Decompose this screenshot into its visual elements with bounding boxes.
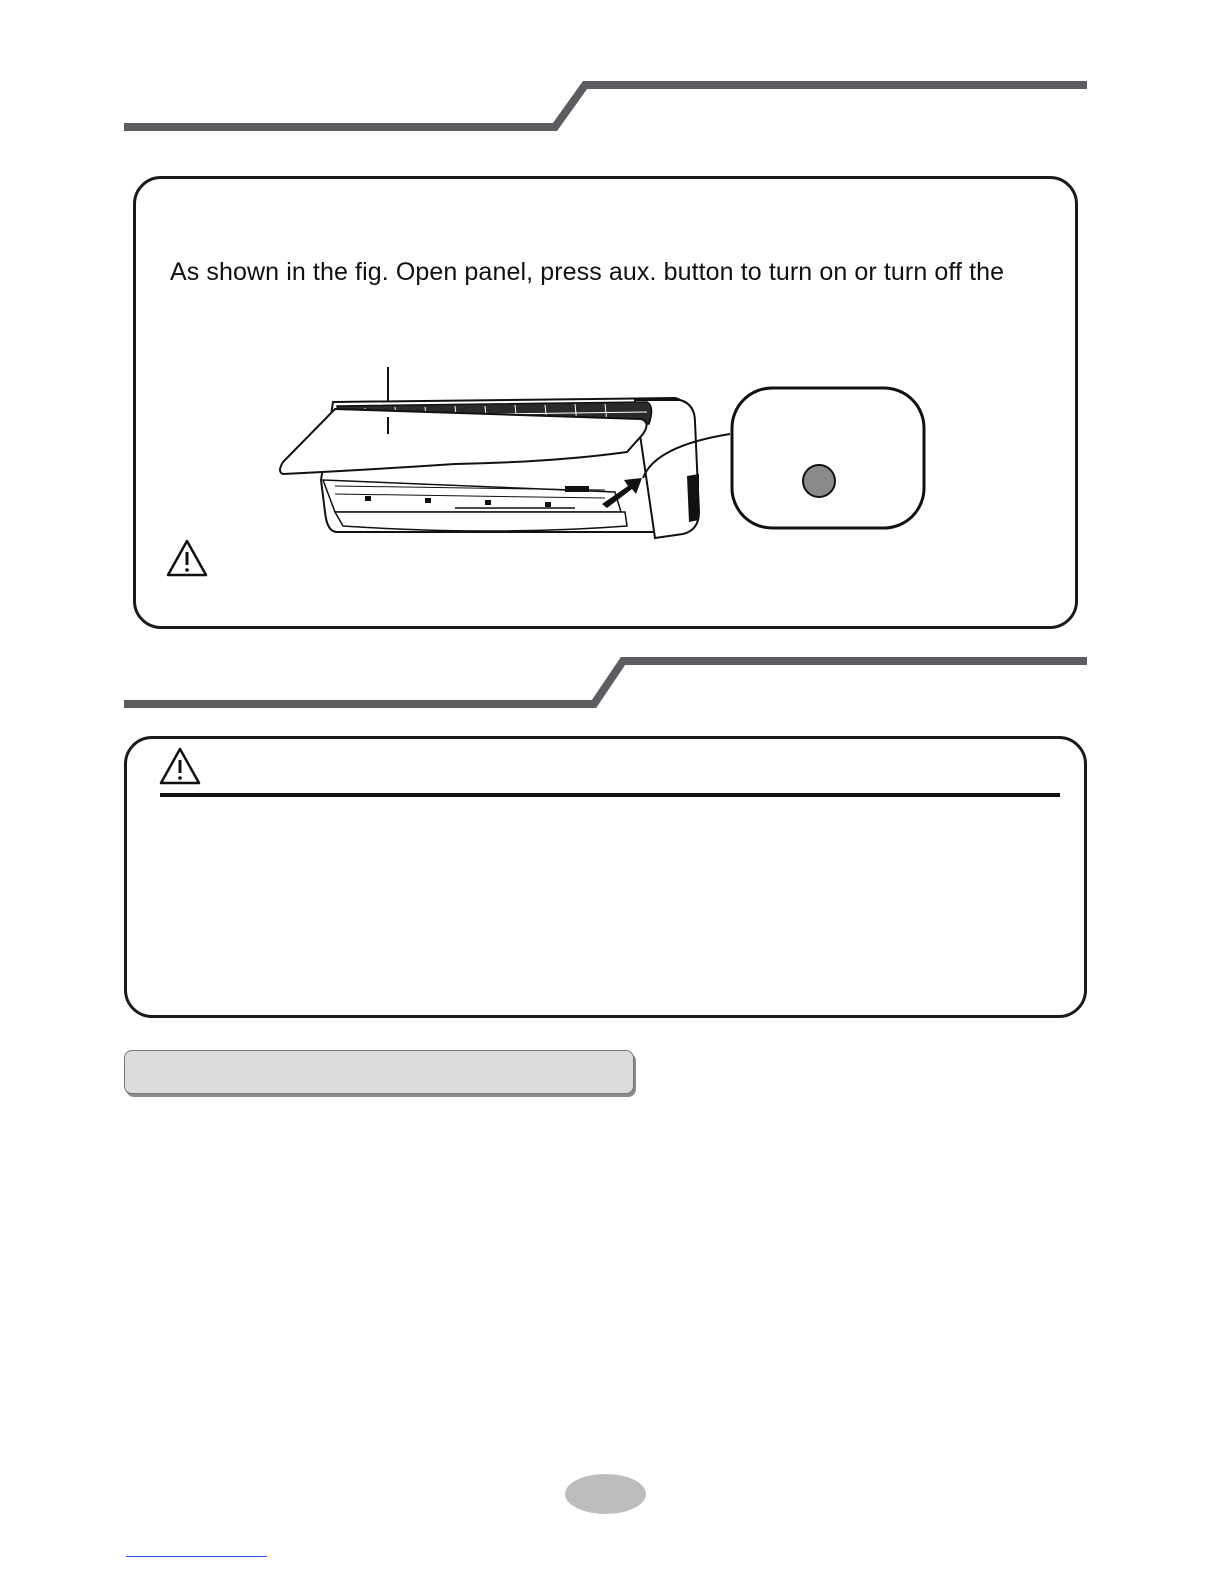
warning-triangle-icon [165,538,209,578]
section-header-bar [0,655,1225,711]
caution-panel [124,736,1087,1018]
footer-link-underline[interactable] [126,1556,267,1557]
aux-button-zoom [730,386,926,535]
aux-button-icon [803,465,835,497]
caution-divider [160,793,1060,797]
subsection-tab [124,1050,634,1094]
aux-instruction-text: As shown in the fig. Open panel, press aux. button to turn on or turn off the [170,258,1005,286]
section-header-bar [0,78,1225,134]
pointer-arrow-icon [598,470,648,515]
warning-triangle-icon [158,746,202,786]
page-number-badge [565,1474,646,1514]
